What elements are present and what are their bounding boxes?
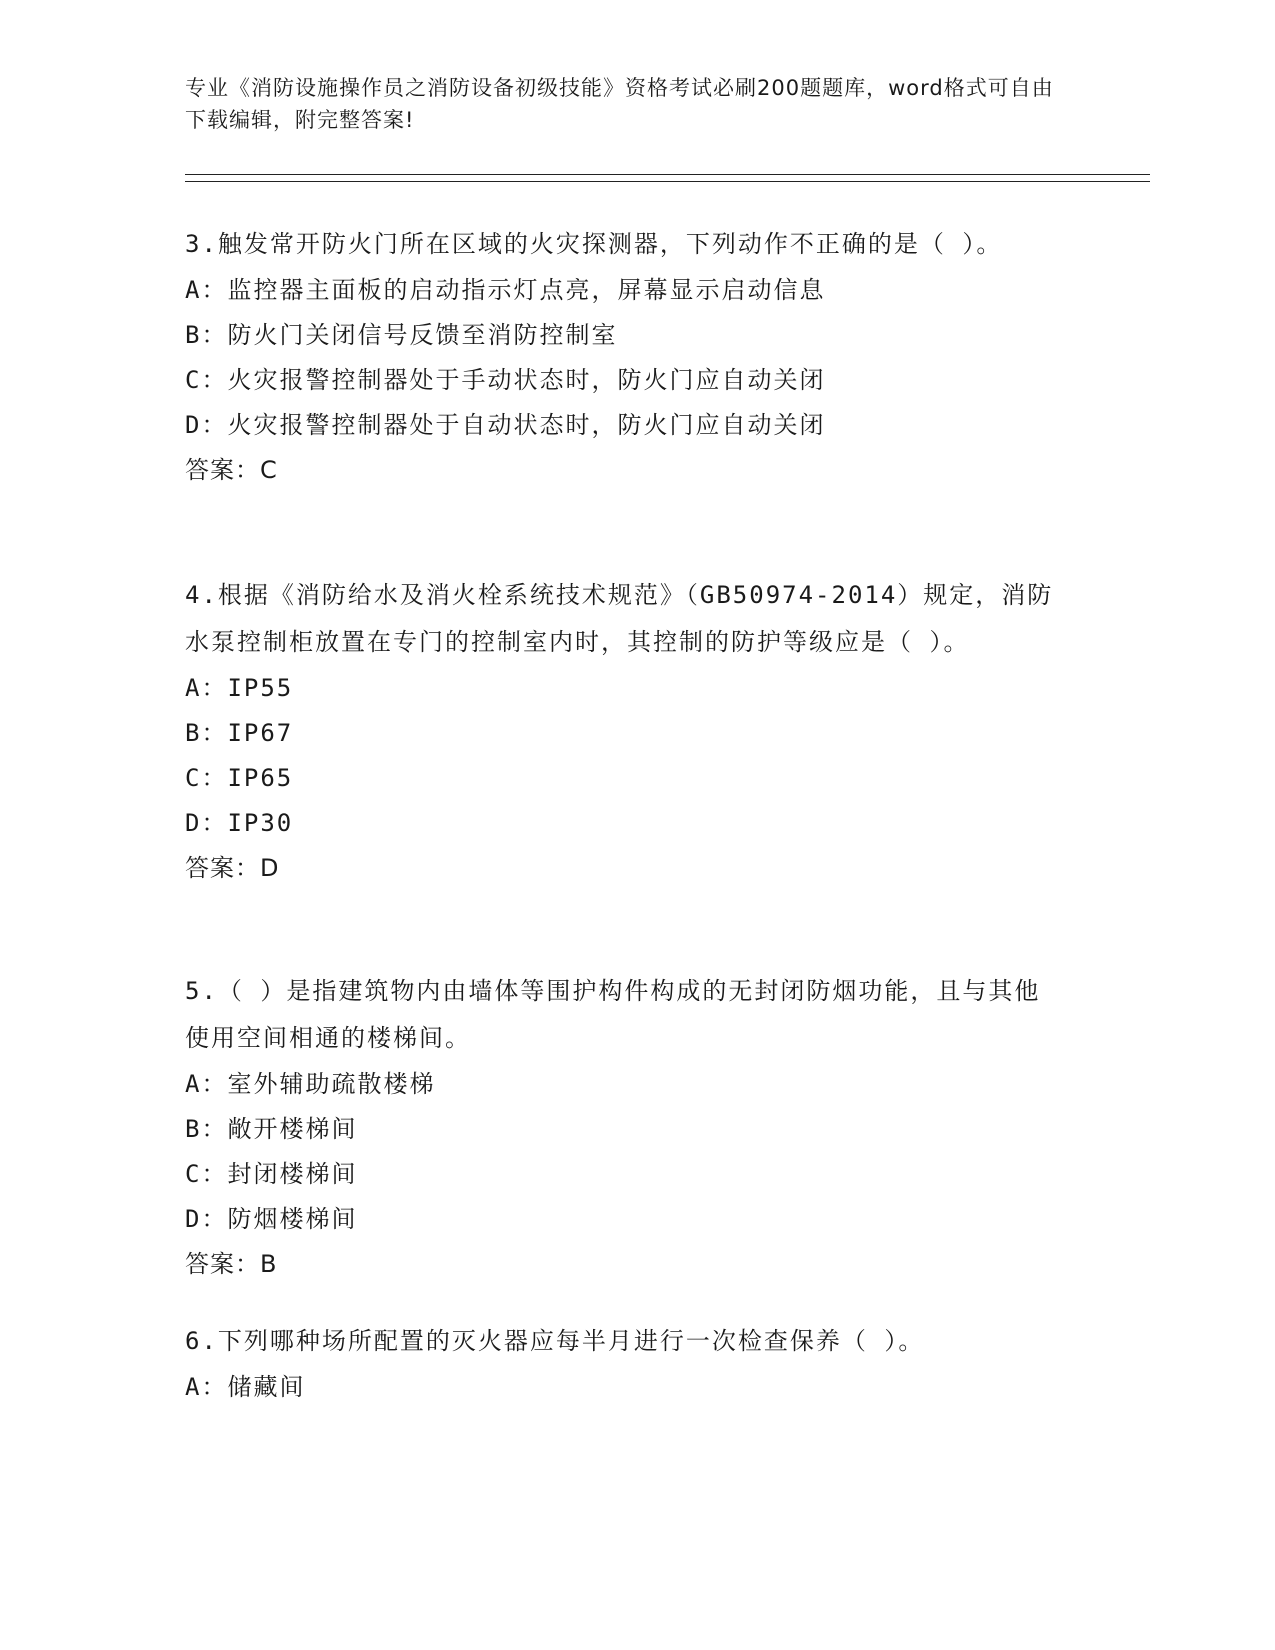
question-3 — [185, 221, 1065, 493]
answer-label: 答案： — [185, 456, 260, 484]
document-header: 专业《消防设施操作员之消防设备初级技能》资格考试必刷200题题库，word格式可自由下载编辑，附完整答案! — [185, 76, 1054, 132]
option-b: B：IP67 — [185, 719, 294, 747]
header-rule-bottom — [185, 181, 1150, 182]
question-6 — [185, 1318, 1065, 1410]
question-stem: 6.下列哪种场所配置的灭火器应每半月进行一次检查保养（ ）。 — [185, 1327, 925, 1355]
answer-label: 答案： — [185, 854, 260, 882]
question-4 — [185, 572, 1065, 891]
answer-line — [185, 448, 1065, 493]
option-b: B：敞开楼梯间 — [185, 1115, 358, 1143]
answer-line — [185, 846, 1065, 891]
option-b: B：防火门关闭信号反馈至消防控制室 — [185, 321, 618, 349]
option-d: D：防烟楼梯间 — [185, 1205, 358, 1233]
answer-value: B — [260, 1250, 278, 1278]
answer-value: C — [260, 456, 278, 484]
answer-line — [185, 1242, 1065, 1287]
option-a: A：储藏间 — [185, 1373, 306, 1401]
option-a: A：室外辅助疏散楼梯 — [185, 1070, 436, 1098]
question-5 — [185, 968, 1065, 1287]
question-stem: 3.触发常开防火门所在区域的火灾探测器，下列动作不正确的是（ ）。 — [185, 230, 1003, 258]
option-a: A：监控器主面板的启动指示灯点亮，屏幕显示启动信息 — [185, 276, 826, 304]
option-d: D：火灾报警控制器处于自动状态时，防火门应自动关闭 — [185, 411, 826, 439]
header-rule-top — [185, 174, 1150, 175]
question-stem: 4.根据《消防给水及消火栓系统技术规范》（GB50974-2014）规定，消防水泵控制柜放置在专门的控制室内时，其控制的防护等级应是（ ）。 — [185, 581, 1054, 656]
answer-label: 答案： — [185, 1250, 260, 1278]
option-c: C：IP65 — [185, 764, 294, 792]
option-a: A：IP55 — [185, 674, 294, 702]
option-c: C：封闭楼梯间 — [185, 1160, 358, 1188]
option-d: D：IP30 — [185, 809, 294, 837]
answer-value: D — [260, 854, 280, 882]
question-stem: 5.（ ）是指建筑物内由墙体等围护构件构成的无封闭防烟功能，且与其他使用空间相通的楼梯间。 — [185, 977, 1041, 1052]
option-c: C：火灾报警控制器处于手动状态时，防火门应自动关闭 — [185, 366, 826, 394]
